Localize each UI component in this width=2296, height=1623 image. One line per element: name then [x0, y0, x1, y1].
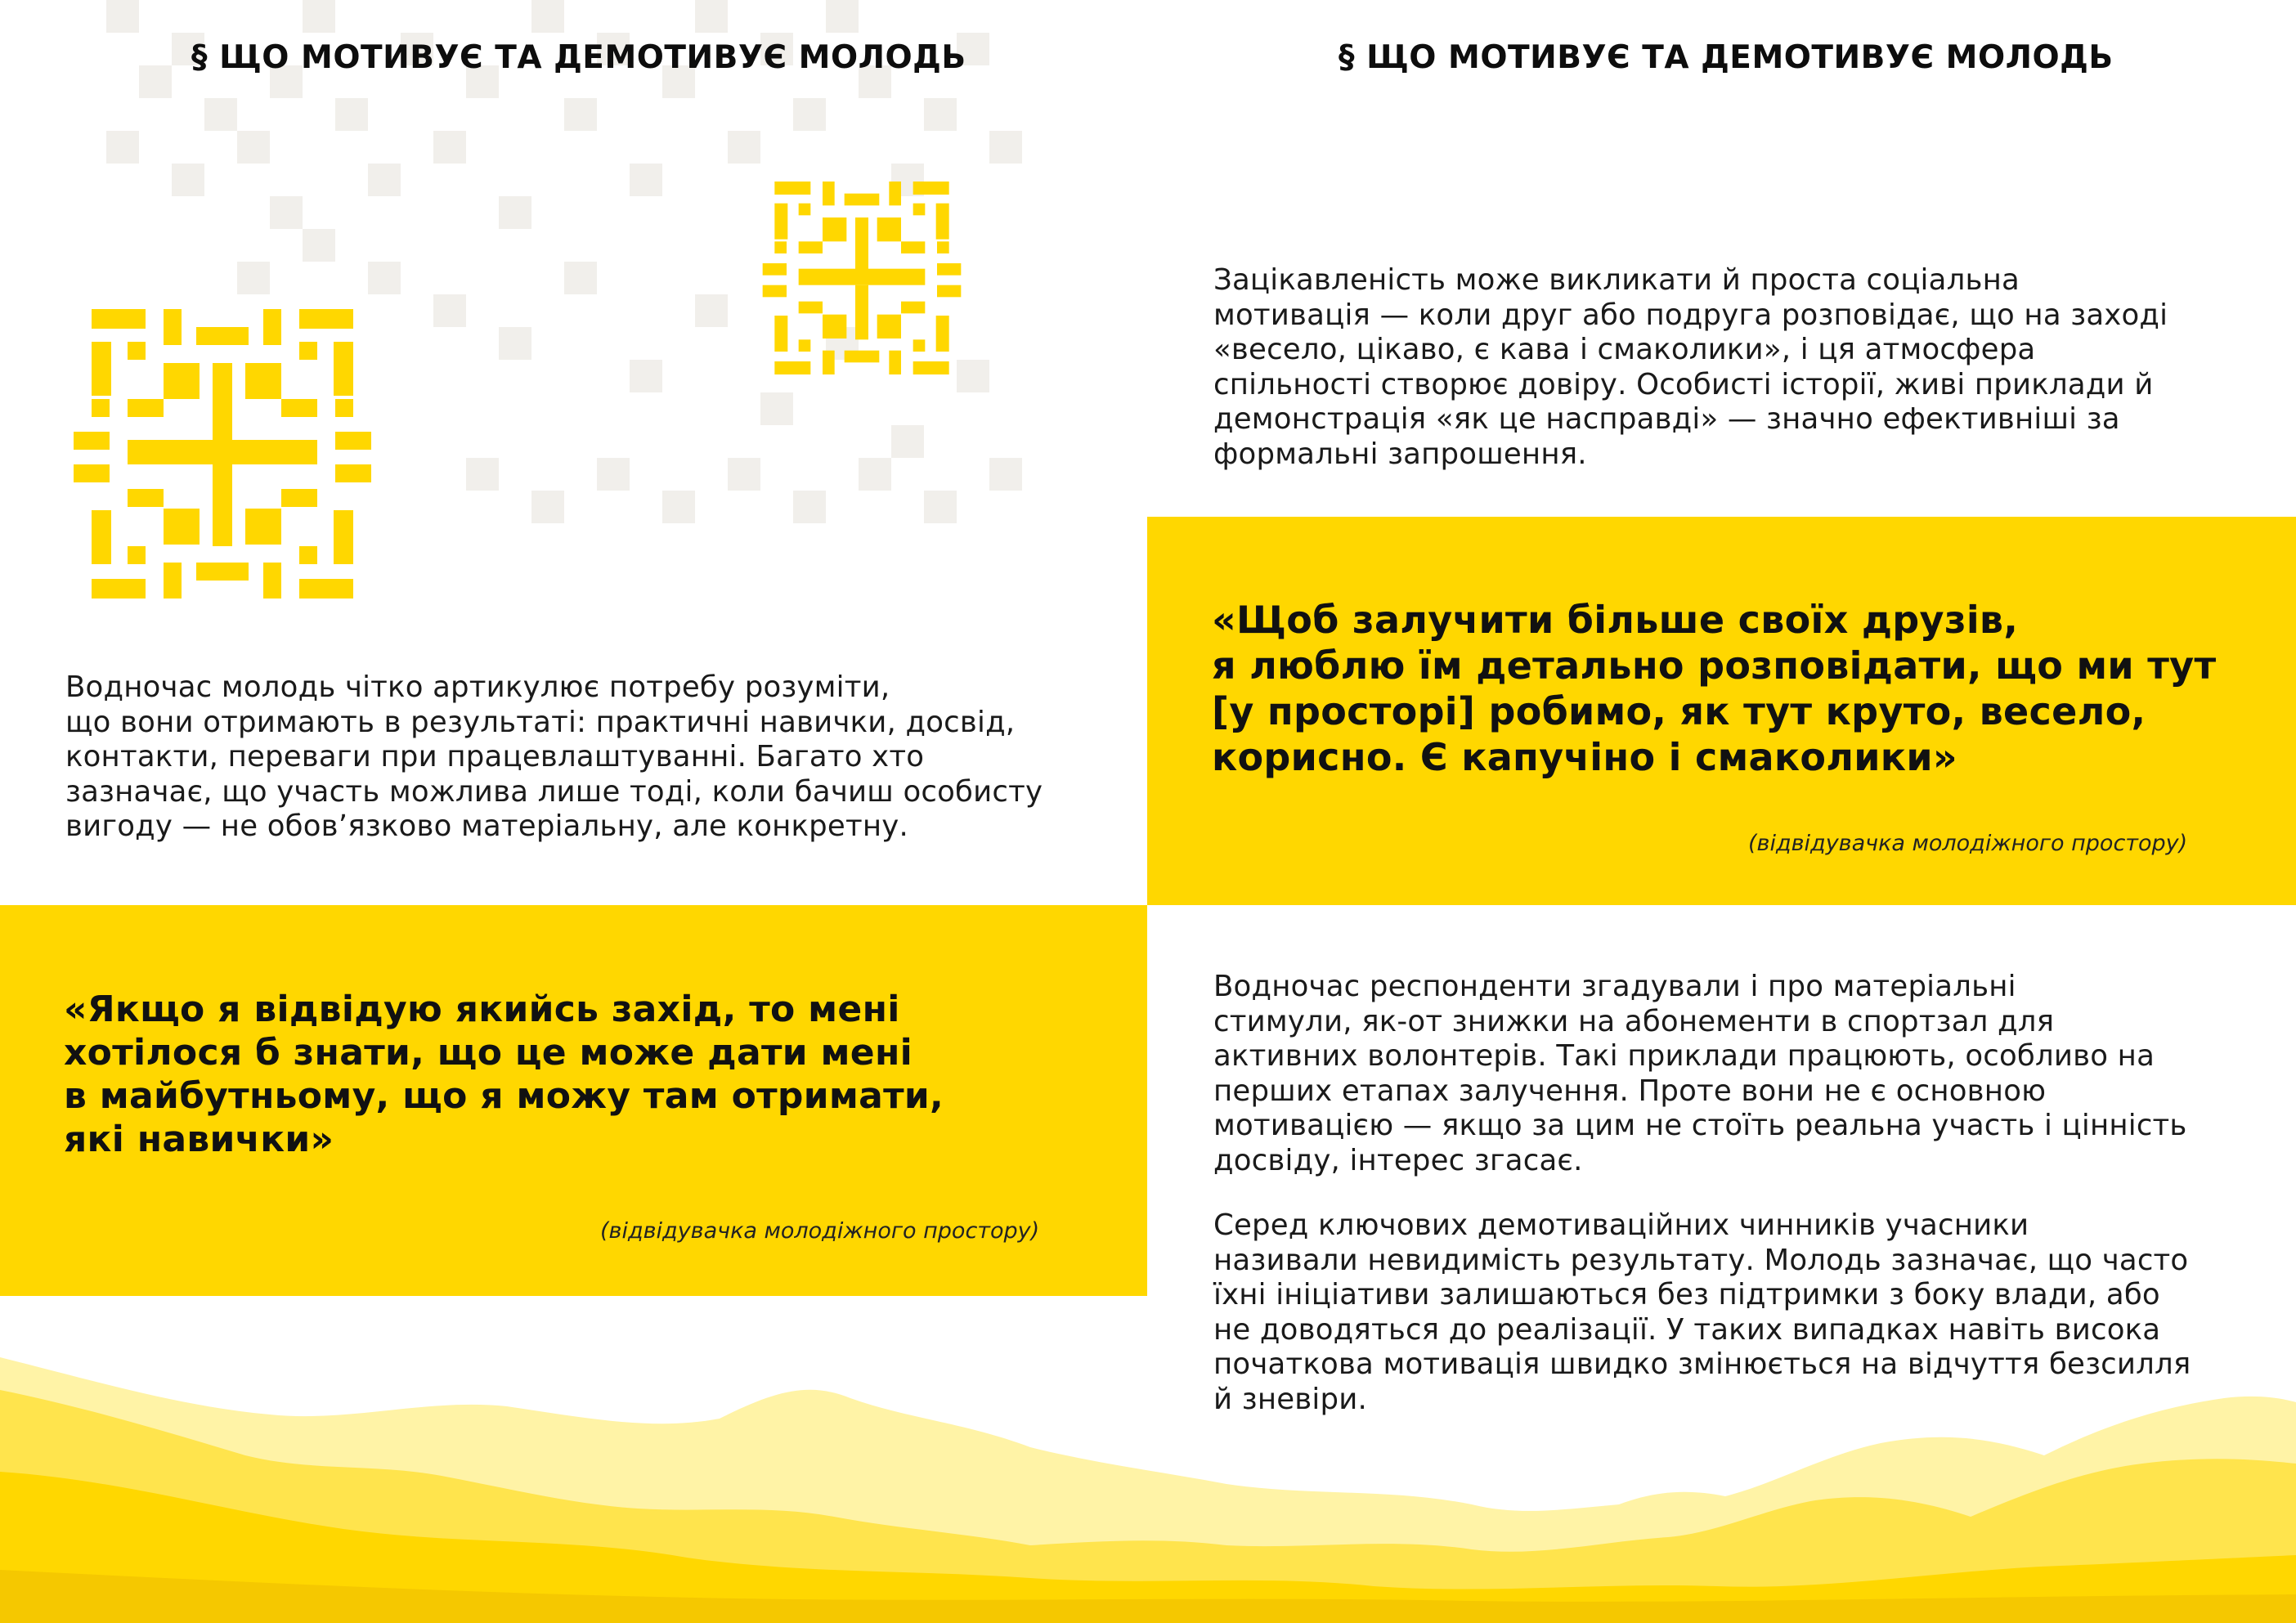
left-quote-attribution: (відвідувачка молодіжного простору)	[600, 1218, 1040, 1244]
left-quote-text: «Якщо я відвідую якийсь захід, то мені хотілося б знати, що це може дати мені в майбутньому, що я можу там отримати, які навички»	[64, 989, 944, 1160]
right-page-paragraph-3: Серед ключових демотиваційних чинників учасники називали невидимість результату. Молодь зазначає, що часто їхні ініціативи залишаються без підтримки з боку влади, або не доводяться до реалізації. У таких випадках навіть висока початкова мотивація швидко змінюється на відчуття безсилля й зневіри.	[1213, 1208, 2191, 1416]
embroidery-ornament-icon	[762, 182, 962, 374]
mountain-landscape-icon	[0, 1341, 2296, 1623]
right-quote-text: «Щоб залучити більше своїх друзів, я люблю їм детально розповідати, що ми тут [у просторі] робимо, як тут круто, весело, корисно. Є капучіно і смаколики»	[1212, 598, 2217, 779]
right-page-heading: § ЩО МОТИВУЄ ТА ДЕМОТИВУЄ МОЛОДЬ	[1339, 39, 2114, 76]
embroidery-ornament-icon	[74, 309, 371, 599]
right-page-paragraph-2: Водночас респонденти згадували і про матеріальні стимули, як-от знижки на абонементи в спортзал для активних волонтерів. Такі приклади працюють, особливо на перших етапах залучення. Проте вони не є основною мотивацією — якщо за цим не стоїть реальна участь і цінність досвіду, інтерес згасає.	[1213, 970, 2187, 1177]
right-page-paragraph-1: Зацікавленість може викликати й проста соціальна мотивація — коли друг або подруга розповідає, що на заході «весело, цікаво, є кава і смаколики», і ця атмосфера спільності створює довіру. Особисті історії, живі приклади й демонстрація «як це насправді» — значно ефективніші за формальні запрошення.	[1213, 263, 2168, 471]
left-page-heading: § ЩО МОТИВУЄ ТА ДЕМОТИВУЄ МОЛОДЬ	[191, 39, 966, 76]
right-quote-attribution: (відвідувачка молодіжного простору)	[1748, 831, 2188, 856]
left-page-paragraph: Водночас молодь чітко артикулює потребу розуміти, що вони отримають в результаті: практичні навички, досвід, контакти, переваги при працевлаштуванні. Багато хто зазначає, що участь можлива лише тоді, коли бачиш особисту вигоду — не обов’язково матеріальну, але конкретну.	[65, 670, 1043, 843]
